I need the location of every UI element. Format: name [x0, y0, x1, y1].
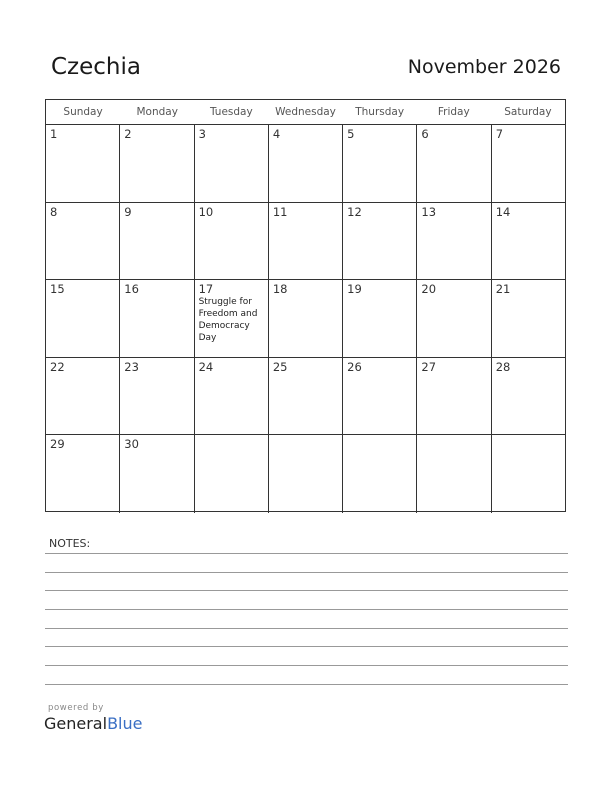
day-number: 28	[495, 359, 511, 374]
day-cell	[120, 203, 194, 280]
day-number: 27	[421, 359, 437, 374]
notes-line	[45, 609, 568, 610]
day-cell	[492, 280, 565, 357]
day-number: 30	[124, 437, 139, 452]
country-title: Czechia	[51, 54, 141, 80]
day-cell	[343, 280, 417, 357]
day-cell	[417, 125, 491, 202]
day-cell	[120, 125, 194, 202]
weekday-thursday: Thursday	[355, 106, 405, 118]
day-number: 15	[50, 282, 65, 297]
day-number: 6	[421, 127, 429, 141]
weekday-sunday: Sunday	[63, 106, 103, 118]
day-cell	[195, 435, 269, 513]
weekday-saturday: Saturday	[504, 106, 552, 118]
weekday-tuesday: Tuesday	[209, 106, 253, 118]
day-cell	[492, 435, 565, 513]
day-number: 7	[495, 127, 504, 141]
day-cell	[195, 125, 269, 202]
notes-line	[45, 665, 568, 666]
notes-line	[45, 684, 568, 685]
day-cell	[492, 203, 565, 280]
day-number: 26	[347, 359, 362, 374]
week-row	[46, 280, 565, 358]
day-number: 12	[347, 204, 362, 219]
day-number: 21	[495, 282, 511, 297]
day-number: 10	[198, 204, 214, 219]
notes-line	[45, 646, 568, 647]
day-cell	[492, 125, 565, 202]
day-cell	[269, 203, 343, 280]
day-number: 1	[50, 127, 58, 141]
calendar-grid	[45, 99, 566, 512]
weekday-header-row	[46, 100, 565, 125]
weekday-monday: Monday	[136, 106, 178, 118]
day-cell	[417, 435, 491, 513]
day-cell	[269, 358, 343, 435]
day-cell	[195, 358, 269, 435]
weekday-friday: Friday	[437, 106, 470, 118]
day-number: 25	[272, 359, 288, 374]
week-row	[46, 125, 565, 203]
week-row	[46, 203, 565, 281]
brand-general-text: General	[44, 714, 108, 733]
day-number: 8	[50, 204, 58, 219]
month-year-title: November 2026	[407, 56, 561, 78]
day-cell	[120, 435, 194, 513]
day-number: 9	[124, 204, 132, 219]
day-number: 29	[50, 437, 65, 452]
brand-name	[44, 714, 142, 733]
day-cell	[269, 280, 343, 357]
day-cell	[343, 358, 417, 435]
day-number: 2	[124, 127, 132, 141]
day-cell	[46, 358, 120, 435]
day-number: 22	[50, 359, 65, 374]
day-cell	[343, 125, 417, 202]
notes-label: NOTES:	[49, 537, 91, 550]
day-number: 3	[198, 127, 206, 141]
day-cell	[46, 125, 120, 202]
day-cell	[46, 203, 120, 280]
day-number: 4	[272, 127, 281, 141]
day-cell	[46, 435, 120, 513]
generalblue-logo	[44, 703, 142, 733]
day-number: 23	[124, 359, 139, 374]
day-number: 13	[421, 204, 437, 219]
weekday-wednesday: Wednesday	[275, 106, 336, 118]
notes-line	[45, 572, 568, 573]
notes-line	[45, 553, 568, 554]
day-cell	[46, 280, 120, 357]
day-number: 16	[124, 282, 139, 297]
day-number: 24	[198, 359, 214, 374]
day-number: 5	[347, 127, 355, 141]
holiday-event: Struggle for Freedom and Democracy Day	[198, 297, 258, 344]
day-cell	[269, 435, 343, 513]
day-cell	[269, 125, 343, 202]
day-cell	[343, 435, 417, 513]
day-number: 18	[272, 282, 288, 297]
day-cell	[343, 203, 417, 280]
day-cell	[417, 203, 491, 280]
day-number: 20	[421, 282, 437, 297]
day-number: 19	[347, 282, 362, 297]
day-cell	[120, 280, 194, 357]
day-cell	[417, 358, 491, 435]
day-cell	[195, 203, 269, 280]
notes-line	[45, 628, 568, 629]
brand-blue-text: Blue	[107, 714, 143, 733]
powered-by-text: powered by	[48, 703, 104, 713]
week-row	[46, 435, 565, 513]
week-row	[46, 358, 565, 436]
day-cell	[120, 358, 194, 435]
notes-line	[45, 590, 568, 591]
day-cell	[417, 280, 491, 357]
day-cell	[492, 358, 565, 435]
day-number: 14	[495, 204, 511, 219]
day-number: 17	[198, 282, 214, 297]
day-number: 11	[272, 204, 288, 219]
day-cell	[195, 280, 269, 357]
